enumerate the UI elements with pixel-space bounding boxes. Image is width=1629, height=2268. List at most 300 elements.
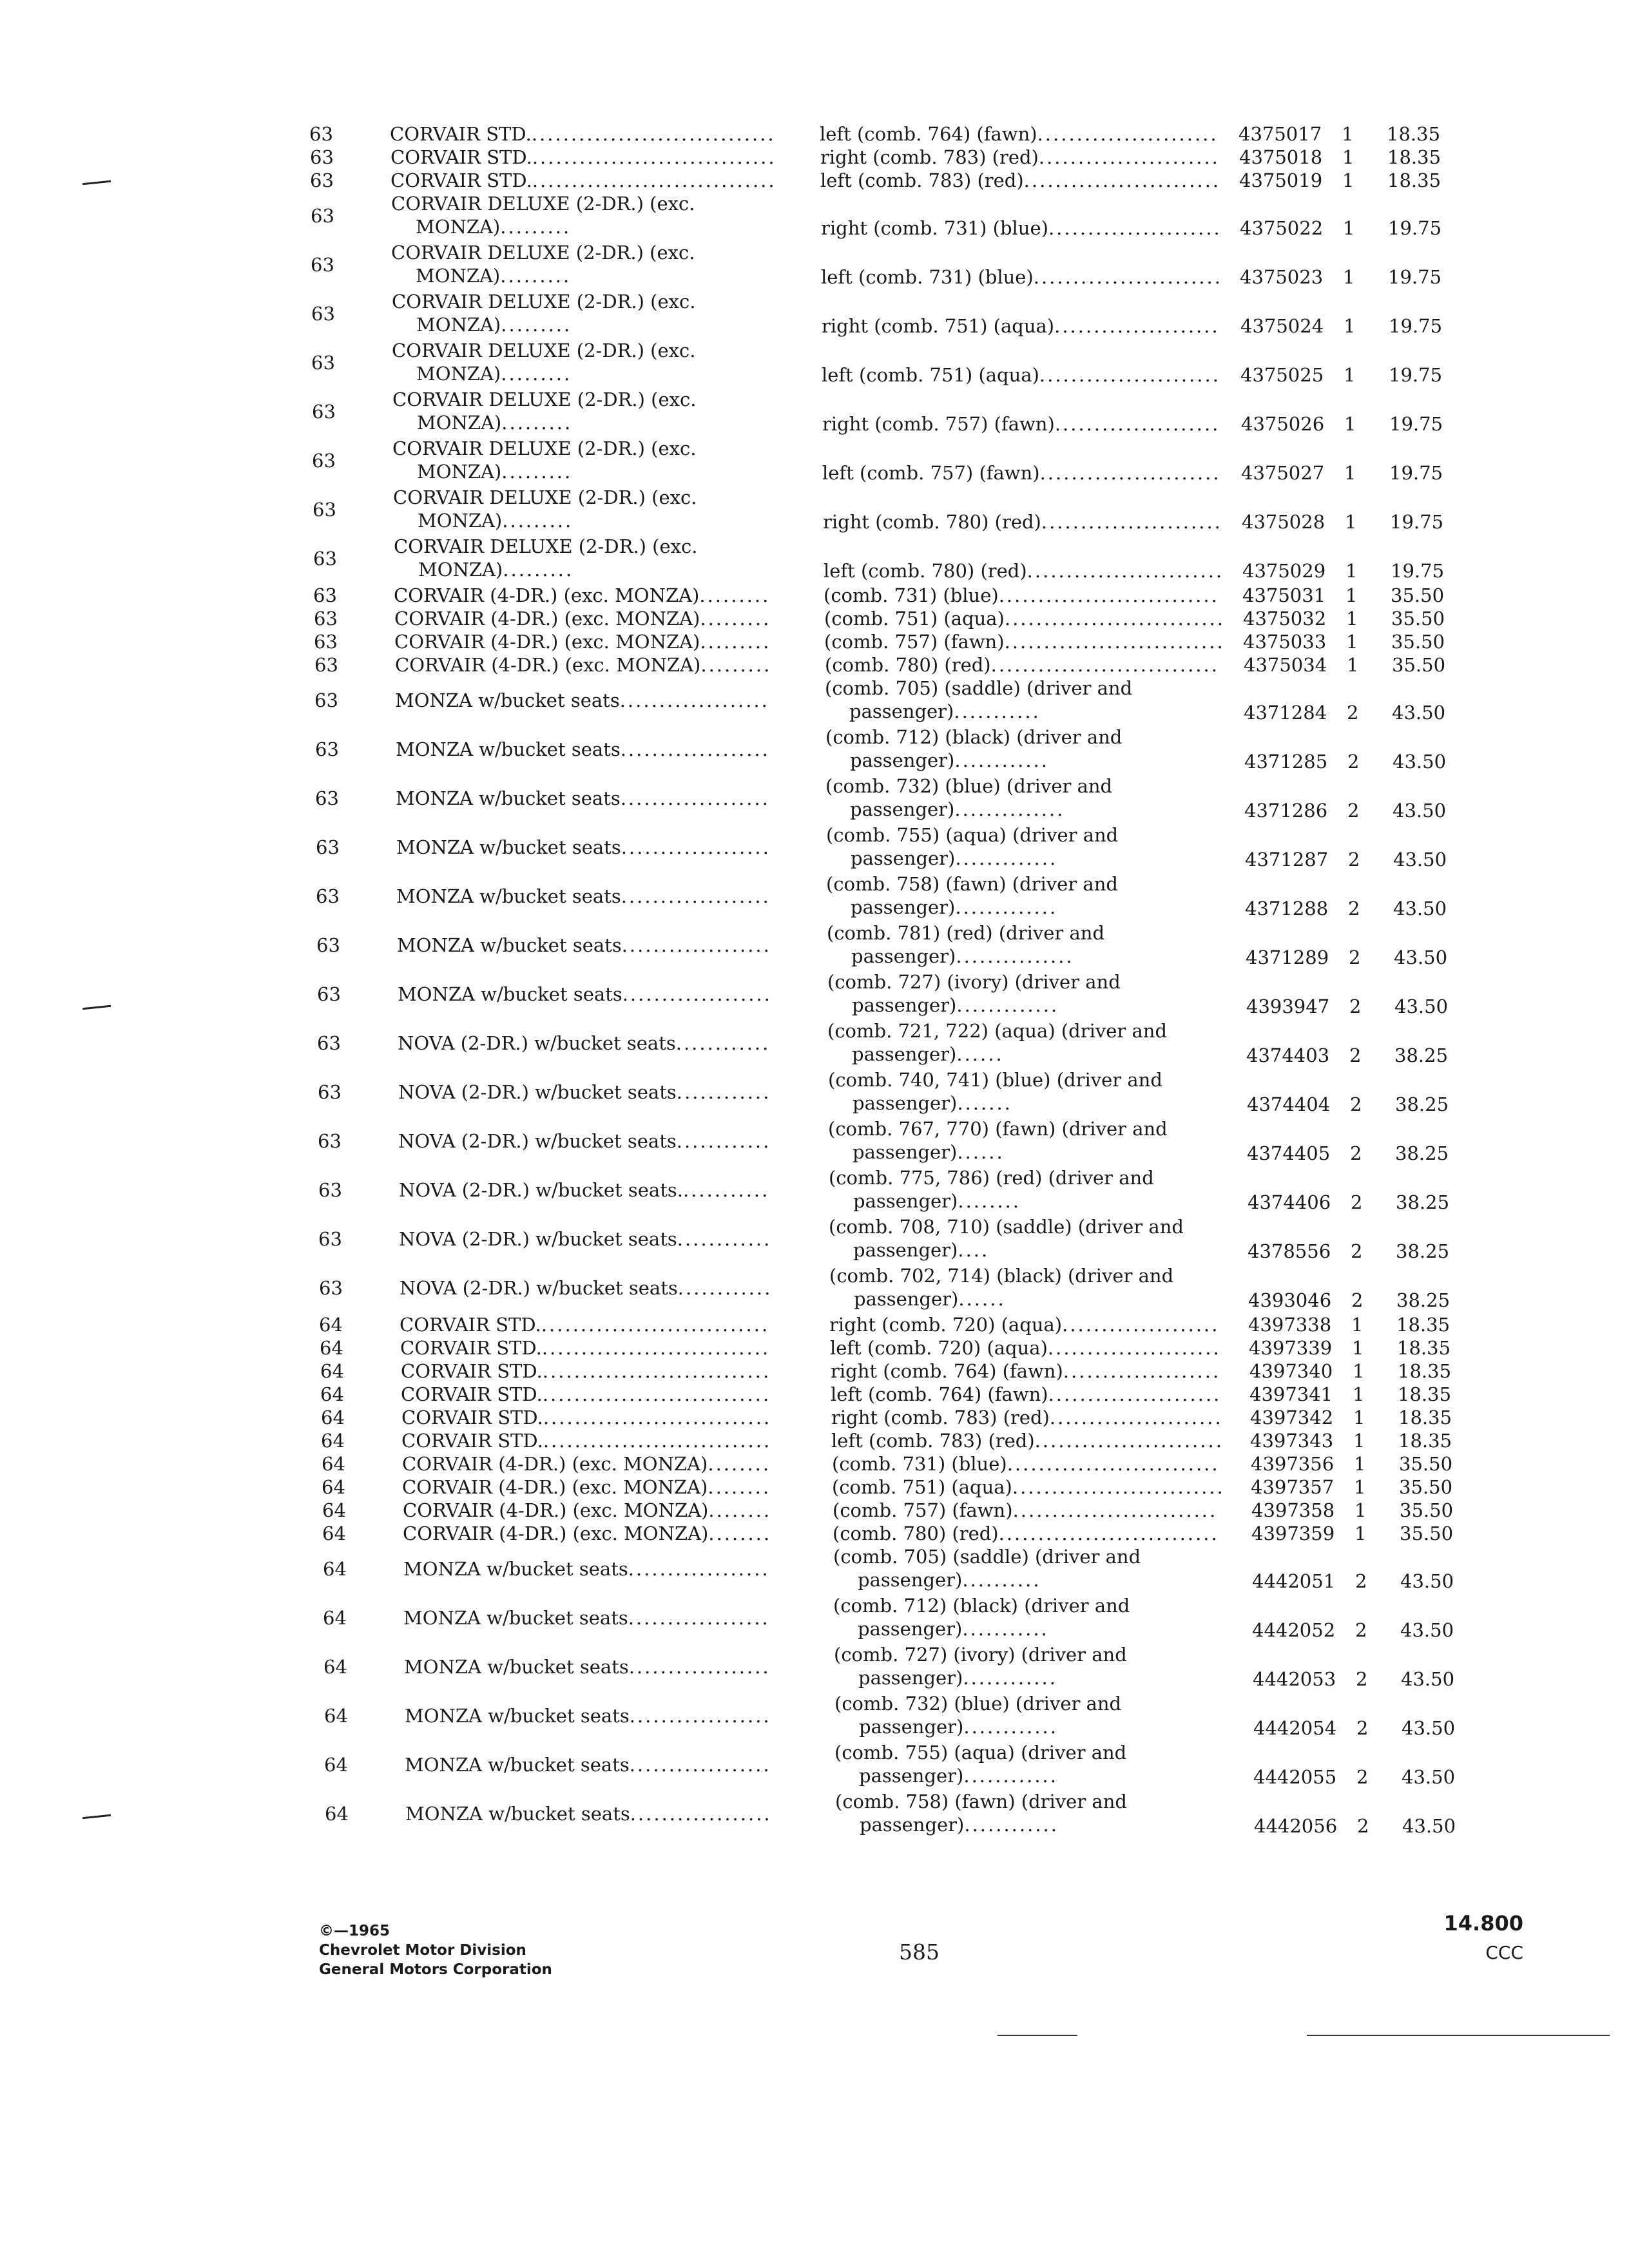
description-cell — [834, 1643, 1127, 1689]
dot-leader: ...... — [957, 1141, 1005, 1163]
quantity-cell: 1 — [1344, 364, 1356, 386]
description-text: passenger)........ — [853, 1190, 1021, 1212]
model-cell — [392, 290, 695, 336]
price-cell: 19.75 — [1389, 462, 1443, 484]
price-cell: 19.75 — [1389, 364, 1443, 386]
dot-leader: ...... — [956, 1043, 1004, 1065]
price-cell: 38.25 — [1396, 1289, 1451, 1311]
model-cell — [390, 169, 776, 192]
dot-leader: ............................ — [998, 584, 1219, 606]
part-number-cell: 4397343 — [1250, 1430, 1334, 1452]
model-text: CORVAIR DELUXE (2-DR.) (exc. — [391, 242, 695, 264]
description-text: passenger)........... — [849, 700, 1041, 722]
price-cell: 43.50 — [1392, 702, 1446, 724]
description-cell — [831, 1383, 1221, 1406]
dot-leader: .................. — [629, 1754, 771, 1776]
description-text: (comb. 708, 710) (saddle) (driver and — [829, 1216, 1184, 1238]
dot-leader: .................. — [628, 1607, 770, 1629]
description-cell — [827, 970, 1121, 1017]
description-cell — [824, 584, 1219, 607]
price-cell: 38.25 — [1395, 1142, 1449, 1164]
part-number-cell: 4397357 — [1251, 1476, 1335, 1498]
dot-leader: .................. — [630, 1803, 772, 1825]
description-cell — [824, 559, 1224, 582]
description-cell — [831, 1406, 1223, 1429]
price-cell: 18.35 — [1387, 123, 1441, 145]
part-number-cell: 4375033 — [1243, 631, 1327, 653]
part-number-cell: 4375028 — [1242, 511, 1325, 533]
price-cell: 43.50 — [1402, 1717, 1456, 1739]
quantity-cell: 1 — [1351, 1314, 1364, 1336]
dot-leader: ............... — [956, 945, 1074, 967]
price-cell: 19.75 — [1389, 413, 1443, 435]
description-text: (comb. 712) (black) (driver and — [833, 1595, 1130, 1617]
quantity-cell: 1 — [1342, 146, 1354, 168]
dot-leader: ............ — [677, 1228, 772, 1250]
part-number-cell: 4397339 — [1249, 1337, 1333, 1359]
dot-leader: ............................... — [531, 123, 776, 145]
description-text: passenger)...... — [853, 1141, 1005, 1163]
description-text: (comb. 780) (red)............................. — [825, 654, 1219, 676]
dot-leader: ....... — [957, 1092, 1012, 1114]
model-text: CORVAIR DELUXE (2-DR.) (exc. — [393, 486, 697, 508]
dot-leader: ........... — [682, 1179, 770, 1201]
dot-leader: ............................. — [542, 1383, 771, 1405]
price-cell: 38.25 — [1396, 1191, 1450, 1213]
description-text: (comb. 712) (black) (driver and — [825, 726, 1123, 748]
dot-leader: .......................... — [1012, 1499, 1218, 1521]
description-cell — [824, 630, 1225, 653]
footer-publisher — [319, 1921, 552, 1979]
model-text: CORVAIR STD.............................. — [400, 1314, 770, 1336]
year-cell: 63 — [312, 401, 336, 423]
model-cell — [391, 192, 695, 238]
model-text: MONZA w/bucket seats.................. — [405, 1803, 772, 1825]
section-number: 14.800 — [1443, 1911, 1523, 1936]
model-text: CORVAIR DELUXE (2-DR.) (exc. — [392, 291, 696, 312]
description-cell — [822, 461, 1221, 485]
price-cell: 18.35 — [1398, 1383, 1452, 1405]
dot-leader: ............................. — [543, 1430, 772, 1452]
dot-leader: ...................... — [1048, 217, 1222, 239]
dot-leader: ......... — [700, 608, 771, 629]
year-cell: 63 — [318, 1228, 342, 1250]
model-text: NOVA (2-DR.) w/bucket seats............ — [399, 1179, 770, 1201]
dot-leader: ............................. — [541, 1337, 771, 1359]
dot-leader: ................... — [621, 836, 771, 858]
quantity-cell: 1 — [1342, 123, 1354, 145]
price-cell: 43.50 — [1402, 1766, 1456, 1788]
year-cell: 64 — [323, 1607, 347, 1629]
price-cell: 35.50 — [1392, 654, 1446, 676]
year-cell: 63 — [314, 654, 338, 676]
model-cell — [394, 535, 697, 581]
model-text: MONZA w/bucket seats................... — [396, 738, 770, 760]
model-cell — [404, 1655, 771, 1678]
dot-leader: ............................. — [542, 1360, 771, 1382]
model-text: MONZA w/bucket seats.................. — [403, 1607, 770, 1629]
dot-leader: ........ — [708, 1476, 771, 1498]
dot-leader: ............ — [954, 749, 1049, 771]
model-text: CORVAIR (4-DR.) (exc. MONZA)........ — [403, 1523, 772, 1544]
description-text: (comb. 732) (blue) (driver and — [834, 1693, 1122, 1715]
model-text: MONZA)......... — [416, 265, 572, 287]
description-text: passenger)............. — [851, 847, 1058, 869]
description-cell — [820, 122, 1219, 146]
price-cell: 18.35 — [1397, 1337, 1451, 1359]
year-cell: 64 — [320, 1337, 343, 1359]
model-cell — [396, 836, 771, 859]
description-cell — [833, 1522, 1219, 1545]
dot-leader: ............................... — [532, 146, 776, 168]
description-cell — [826, 823, 1118, 870]
year-cell: 64 — [323, 1558, 347, 1580]
dot-leader: ............................ — [998, 1523, 1219, 1544]
description-cell — [825, 726, 1122, 772]
model-text: MONZA)......... — [417, 461, 573, 483]
dot-leader: ......... — [501, 363, 572, 385]
description-text: left (comb. 751) (aqua)....................... — [822, 364, 1220, 386]
description-cell — [826, 872, 1118, 919]
part-number-cell: 4397340 — [1249, 1360, 1333, 1382]
price-cell: 35.50 — [1391, 631, 1445, 653]
part-number-cell: 4375026 — [1241, 413, 1325, 435]
description-cell — [832, 1475, 1225, 1499]
model-text: NOVA (2-DR.) w/bucket seats............ — [400, 1277, 773, 1299]
dot-leader: ............ — [675, 1032, 771, 1054]
dot-leader: ......... — [503, 559, 574, 581]
description-cell — [820, 169, 1220, 192]
description-text: passenger)....... — [853, 1092, 1012, 1114]
model-cell — [397, 934, 771, 957]
price-cell: 18.35 — [1387, 169, 1441, 191]
quantity-cell: 2 — [1355, 1570, 1367, 1592]
part-number-cell: 4371284 — [1244, 702, 1327, 724]
year-cell: 63 — [311, 352, 335, 374]
description-cell — [833, 1594, 1130, 1640]
year-cell: 63 — [310, 146, 334, 168]
model-text: CORVAIR (4-DR.) (exc. MONZA)......... — [394, 584, 771, 606]
description-cell — [821, 216, 1222, 240]
quantity-cell: 1 — [1354, 1499, 1367, 1521]
price-cell: 18.35 — [1396, 1314, 1451, 1336]
model-text: CORVAIR DELUXE (2-DR.) (exc. — [394, 535, 698, 557]
quantity-cell: 1 — [1345, 584, 1358, 606]
year-cell: 64 — [322, 1499, 346, 1521]
dot-leader: ............................. — [990, 654, 1219, 676]
description-text: left (comb. 731) (blue)........................ — [821, 266, 1222, 288]
dot-leader: ......... — [699, 584, 771, 606]
dot-leader: ............ — [963, 1667, 1057, 1689]
part-number-cell: 4375024 — [1240, 315, 1324, 337]
year-cell: 64 — [322, 1453, 345, 1475]
model-cell — [396, 885, 771, 908]
description-cell — [833, 1545, 1141, 1591]
description-text: (comb. 727) (ivory) (driver and — [827, 971, 1121, 993]
description-text: right (comb. 751) (aqua)..................... — [822, 315, 1220, 337]
model-text: MONZA)......... — [418, 559, 574, 581]
description-cell — [822, 412, 1220, 436]
price-cell: 35.50 — [1400, 1523, 1454, 1544]
model-text: CORVAIR STD................................ — [390, 123, 776, 145]
model-cell — [398, 1129, 771, 1153]
year-cell: 63 — [312, 450, 336, 472]
part-number-cell: 4371288 — [1245, 898, 1329, 919]
model-cell — [402, 1452, 771, 1475]
model-text: CORVAIR (4-DR.) (exc. MONZA)......... — [394, 608, 771, 629]
year-cell: 64 — [323, 1656, 347, 1678]
year-cell: 63 — [314, 608, 338, 629]
dot-leader: ................... — [621, 885, 771, 907]
part-number-cell: 4374404 — [1247, 1093, 1331, 1115]
quantity-cell: 1 — [1347, 654, 1359, 676]
price-cell: 19.75 — [1388, 217, 1442, 239]
description-text: passenger).... — [853, 1239, 990, 1261]
model-cell — [403, 1557, 770, 1581]
dot-leader: ............. — [955, 847, 1058, 869]
description-text: passenger)............ — [859, 1765, 1058, 1787]
model-text: CORVAIR (4-DR.) (exc. MONZA)........ — [402, 1453, 771, 1475]
quantity-cell: 2 — [1347, 702, 1359, 724]
description-text: (comb. 758) (fawn) (driver and — [835, 1791, 1127, 1812]
dot-leader: ...................... — [1048, 1383, 1222, 1405]
model-text: MONZA w/bucket seats.................. — [405, 1705, 771, 1727]
model-cell — [391, 241, 695, 287]
year-cell: 63 — [318, 1081, 342, 1103]
model-cell — [395, 689, 769, 712]
dot-leader: ............ — [964, 1814, 1059, 1836]
quantity-cell: 2 — [1349, 995, 1362, 1017]
description-text: passenger)............ — [859, 1716, 1058, 1738]
description-text: right (comb. 764) (fawn).................... — [831, 1360, 1221, 1382]
dot-leader: ....................... — [1039, 462, 1221, 484]
part-number-cell: 4397338 — [1248, 1314, 1332, 1336]
model-cell — [398, 1081, 771, 1104]
quantity-cell: 1 — [1354, 1476, 1366, 1498]
year-cell: 63 — [318, 1130, 342, 1152]
price-cell: 43.50 — [1393, 751, 1447, 773]
description-cell — [835, 1790, 1127, 1836]
model-text: CORVAIR STD.............................. — [401, 1407, 772, 1428]
dot-leader: ............................ — [1004, 631, 1225, 653]
model-cell — [394, 607, 771, 630]
quantity-cell: 1 — [1343, 217, 1355, 239]
dot-leader: .......... — [962, 1569, 1041, 1591]
part-number-cell: 4375017 — [1239, 123, 1322, 145]
quantity-cell: 1 — [1344, 462, 1356, 484]
description-text: passenger)...... — [852, 1043, 1004, 1065]
quantity-cell: 1 — [1344, 315, 1356, 337]
description-text: passenger)............. — [852, 994, 1059, 1016]
model-text: MONZA)......... — [416, 363, 572, 385]
year-cell: 63 — [311, 303, 335, 325]
price-cell: 43.50 — [1402, 1815, 1456, 1837]
model-text: CORVAIR (4-DR.) (exc. MONZA)........ — [402, 1476, 771, 1498]
model-text: NOVA (2-DR.) w/bucket seats............ — [399, 1228, 772, 1250]
description-cell — [831, 1360, 1220, 1383]
description-text: (comb. 767, 770) (fawn) (driver and — [828, 1118, 1168, 1140]
dot-leader: ......... — [501, 461, 573, 483]
part-number-cell: 4375022 — [1240, 217, 1324, 239]
year-cell: 63 — [316, 885, 340, 907]
model-text: MONZA w/bucket seats................... — [396, 836, 771, 858]
quantity-cell: 2 — [1356, 1766, 1369, 1788]
dot-leader: .............. — [954, 798, 1065, 820]
quantity-cell: 1 — [1346, 631, 1358, 653]
description-text: right (comb. 780) (red)....................... — [823, 511, 1222, 533]
description-text: (comb. 721, 722) (aqua) (driver and — [827, 1020, 1168, 1042]
description-cell — [827, 921, 1104, 968]
model-text: NOVA (2-DR.) w/bucket seats............ — [398, 1081, 771, 1103]
description-cell — [829, 1264, 1173, 1311]
description-cell — [834, 1692, 1121, 1738]
model-cell — [390, 146, 776, 169]
quantity-cell: 2 — [1351, 1240, 1363, 1262]
description-cell — [832, 1452, 1220, 1475]
model-cell — [393, 486, 697, 532]
model-cell — [395, 653, 771, 677]
price-cell: 38.25 — [1394, 1044, 1449, 1066]
description-text: (comb. 705) (saddle) (driver and — [833, 1546, 1141, 1568]
dot-leader: ......... — [502, 510, 574, 532]
part-number-cell: 4442055 — [1253, 1766, 1337, 1788]
description-cell — [825, 774, 1112, 821]
quantity-cell: 1 — [1354, 1453, 1366, 1475]
section-code: CCC — [1485, 1942, 1523, 1963]
model-text: MONZA w/bucket seats................... — [398, 983, 772, 1005]
year-cell: 63 — [313, 548, 337, 570]
description-text: left (comb. 783) (red)........................ — [831, 1430, 1224, 1452]
dot-leader: ............ — [676, 1081, 771, 1103]
description-text: (comb. 780) (red)............................ — [833, 1523, 1219, 1544]
dot-leader: ...... — [958, 1288, 1006, 1310]
description-text: passenger).............. — [850, 798, 1065, 820]
model-cell — [401, 1360, 771, 1383]
description-text: passenger).......... — [858, 1569, 1041, 1591]
model-cell — [392, 437, 696, 483]
part-number-cell: 4375018 — [1239, 146, 1323, 168]
price-cell: 43.50 — [1400, 1619, 1454, 1641]
model-cell — [400, 1313, 769, 1336]
dot-leader: ............................. — [543, 1407, 772, 1428]
description-cell — [834, 1741, 1126, 1787]
model-cell — [392, 388, 696, 434]
year-cell: 64 — [325, 1803, 349, 1825]
year-cell: 63 — [315, 787, 339, 809]
description-text: (comb. 758) (fawn) (driver and — [826, 873, 1118, 895]
model-text: MONZA w/bucket seats................... — [396, 885, 771, 907]
model-text: MONZA w/bucket seats................... — [397, 934, 771, 956]
description-text: left (comb. 780) (red)......................... — [824, 560, 1224, 582]
dot-leader: ........... — [954, 700, 1041, 722]
description-text: passenger)............ — [858, 1667, 1057, 1689]
margin-mark — [82, 1814, 111, 1820]
margin-mark — [82, 180, 111, 186]
description-text: left (comb. 783) (red)......................... — [820, 169, 1221, 191]
model-cell — [405, 1802, 772, 1825]
year-cell: 63 — [317, 1032, 341, 1054]
part-number-cell: 4397341 — [1249, 1383, 1333, 1405]
description-text: (comb. 751) (aqua)........................... — [832, 1476, 1225, 1498]
model-cell — [394, 584, 770, 607]
bottom-rule — [998, 2035, 1077, 2036]
description-text: right (comb. 783) (red)...................... — [831, 1407, 1223, 1428]
quantity-cell: 2 — [1351, 1289, 1364, 1311]
year-cell: 63 — [311, 254, 334, 276]
description-cell — [822, 314, 1220, 338]
year-cell: 63 — [316, 836, 340, 858]
model-text: CORVAIR STD.............................. — [400, 1337, 771, 1359]
year-cell: 64 — [324, 1754, 348, 1776]
description-text: right (comb. 720) (aqua).................... — [829, 1314, 1220, 1336]
quantity-cell: 2 — [1347, 751, 1360, 773]
model-text: MONZA)......... — [416, 314, 572, 336]
dot-leader: ................... — [621, 934, 771, 956]
year-cell: 64 — [321, 1430, 345, 1452]
description-text: right (comb. 783) (red)....................... — [820, 146, 1220, 168]
quantity-cell: 1 — [1345, 511, 1357, 533]
dot-leader: ................... — [622, 983, 772, 1005]
price-cell: 35.50 — [1400, 1499, 1454, 1521]
model-text: CORVAIR STD.............................. — [401, 1360, 771, 1382]
part-number-cell: 4397356 — [1251, 1453, 1335, 1475]
dot-leader: ....................... — [1039, 364, 1220, 386]
model-text: MONZA w/bucket seats.................. — [404, 1656, 771, 1678]
dot-leader: ....................... — [1038, 146, 1220, 168]
quantity-cell: 2 — [1351, 1191, 1363, 1213]
description-cell — [821, 265, 1222, 289]
model-text: NOVA (2-DR.) w/bucket seats............ — [398, 1032, 771, 1054]
price-cell: 43.50 — [1401, 1668, 1455, 1690]
price-cell: 35.50 — [1399, 1476, 1453, 1498]
part-number-cell: 4371289 — [1246, 947, 1329, 968]
year-cell: 63 — [313, 584, 337, 606]
model-text: MONZA w/bucket seats................... — [395, 689, 769, 711]
model-text: CORVAIR STD.............................. — [401, 1383, 771, 1405]
part-number-cell: 4378556 — [1248, 1240, 1331, 1262]
description-text: passenger)............ — [860, 1814, 1059, 1836]
quantity-cell: 2 — [1348, 849, 1360, 870]
model-cell — [405, 1753, 771, 1776]
dot-leader: ..................... — [1054, 413, 1220, 435]
price-cell: 43.50 — [1400, 1570, 1454, 1592]
year-cell: 64 — [322, 1523, 346, 1544]
description-text: (comb. 755) (aqua) (driver and — [826, 824, 1119, 846]
corporation-line: General Motors Corporation — [319, 1961, 552, 1978]
model-cell — [401, 1406, 771, 1429]
part-number-cell: 4442052 — [1252, 1619, 1336, 1641]
description-cell — [825, 653, 1219, 677]
part-number-cell: 4442054 — [1253, 1717, 1337, 1739]
price-cell: 38.25 — [1395, 1093, 1449, 1115]
description-cell — [829, 1166, 1154, 1213]
description-text: (comb. 757) (fawn)............................ — [824, 631, 1225, 653]
description-text: left (comb. 764) (fawn)...................... — [831, 1383, 1222, 1405]
description-cell — [823, 510, 1222, 533]
dot-leader: ........................ — [1034, 1430, 1224, 1452]
model-text: CORVAIR STD................................ — [390, 169, 776, 191]
model-cell — [402, 1475, 771, 1499]
description-text: left (comb. 720) (aqua)...................... — [830, 1337, 1221, 1359]
model-text: NOVA (2-DR.) w/bucket seats............ — [398, 1130, 771, 1152]
part-number-cell: 4375023 — [1240, 266, 1324, 288]
description-cell — [829, 1215, 1184, 1262]
price-cell: 43.50 — [1393, 800, 1447, 822]
model-cell — [403, 1499, 771, 1522]
dot-leader: ......... — [700, 654, 772, 676]
part-number-cell: 4375034 — [1244, 654, 1327, 676]
quantity-cell: 2 — [1356, 1668, 1368, 1690]
